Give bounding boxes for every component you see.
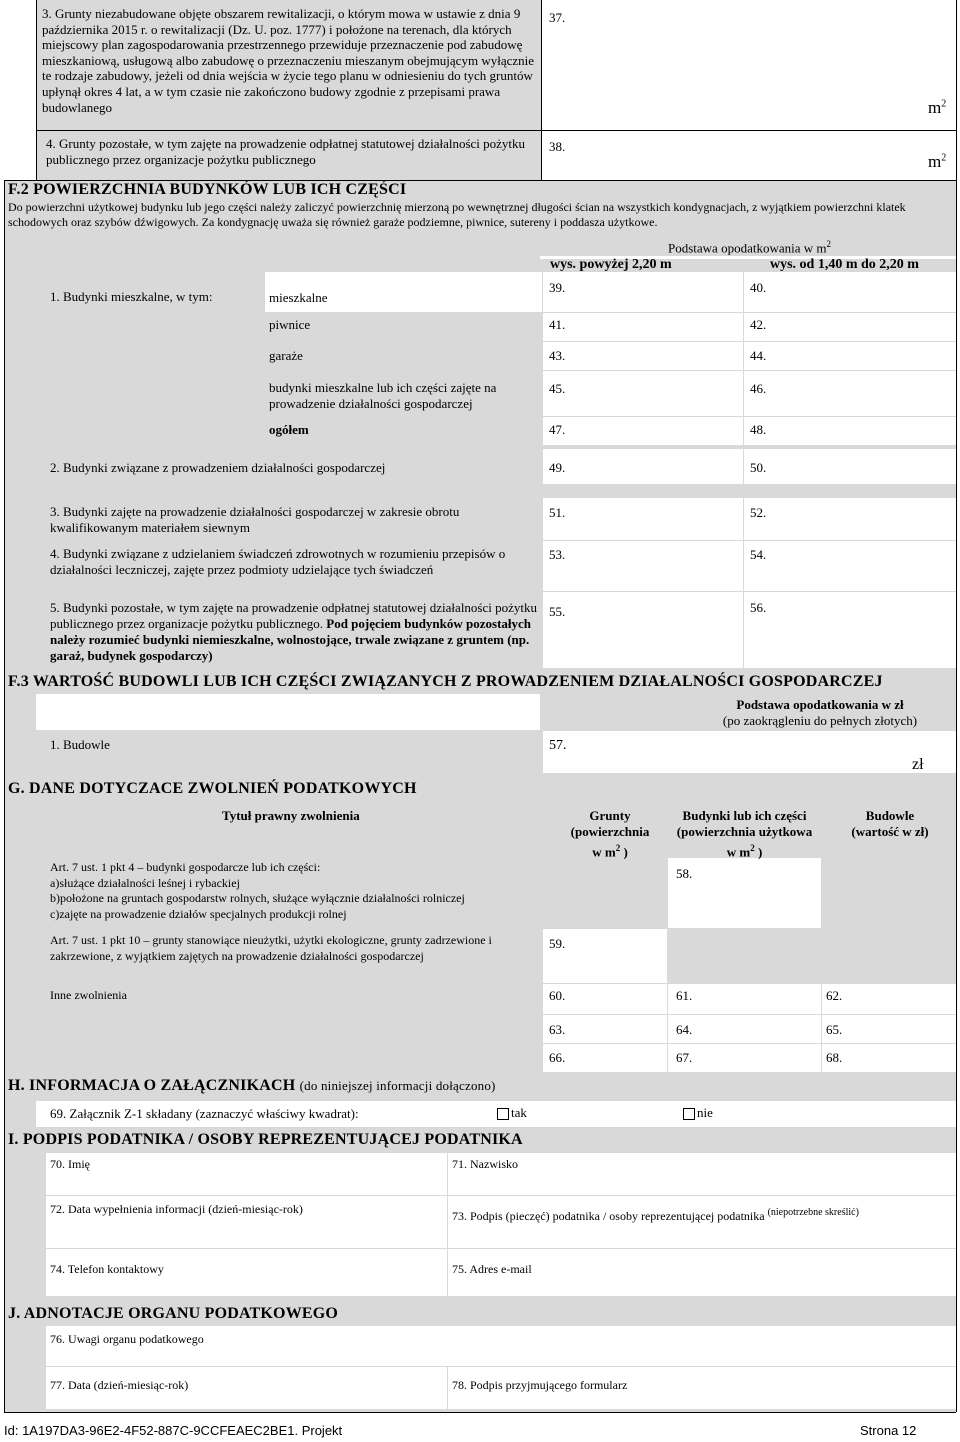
field-40[interactable]	[744, 272, 956, 312]
section-j-title: J. ADNOTACJE ORGANU PODATKOWEGO	[8, 1305, 339, 1322]
g-col-budowle: Budowle (wartość w zł)	[851, 808, 929, 839]
g-col-budynki: Budynki lub ich części (powierzchnia użytkowa w $m^2$ )	[676, 808, 813, 860]
unit-m2-38: $m^2$	[928, 152, 947, 171]
f2-item4: 4. Budynki związane z udzielaniem świadczeń zdrowotnych w rozumieniu przepisów o działalności leczniczej, zajęte przez podmioty udzielające tych świadczeń	[50, 546, 506, 577]
field-42[interactable]	[744, 313, 956, 341]
field-55[interactable]	[543, 592, 743, 668]
field-62-label: 62.	[826, 988, 843, 1003]
f2-note: Do powierzchni użytkowej budynku lub jego części należy zaliczyć powierzchnię mierzoną po wewnętrznej długości ścian na wszystkich kondygnacjach, z wyjątkiem powierzchni klatek schodowych oraz szybów dźwigowych. Za kondygnację uważa się również garaże podziemne, piwnice, sutereny i poddasza użytkowe.	[8, 200, 906, 229]
field-38-label: 38.	[549, 139, 566, 154]
row-dzialalnosc: budynki mieszkalne lub ich części zajęte na prowadzenie działalności gospodarczej	[269, 380, 497, 411]
field-39-label: 39.	[549, 280, 566, 295]
field-66-label: 66.	[549, 1050, 566, 1065]
field-50[interactable]	[744, 449, 956, 484]
field-56[interactable]	[744, 592, 956, 668]
field-39[interactable]	[543, 272, 743, 312]
field-53-label: 53.	[549, 547, 566, 562]
field-43-label: 43.	[549, 348, 566, 363]
field-37[interactable]	[543, 0, 956, 130]
field-65-label: 65.	[826, 1022, 843, 1037]
row-garaze: garaże	[269, 348, 303, 363]
field-45-label: 45.	[549, 381, 566, 396]
field-45[interactable]	[543, 371, 743, 416]
field-57-label: 57.	[549, 738, 567, 753]
g-art-7-pkt-10: Art. 7 ust. 1 pkt 10 – grunty stanowiące nieużytki, użytki ekologiczne, grunty zadrzewione i zakrzewione, z wyjątkiem zajętych na prowadzenie działalności gospodarczej	[50, 933, 492, 963]
field-67-label: 67.	[676, 1050, 693, 1065]
field-51[interactable]	[543, 498, 743, 540]
field-64-label: 64.	[676, 1022, 693, 1037]
f3-header-1: Podstawa opodatkowania w zł	[736, 697, 904, 712]
field-40-label: 40.	[750, 280, 767, 295]
row-mieszkalne: mieszkalne	[269, 290, 328, 305]
g-inne-zwolnienia: Inne zwolnienia	[50, 988, 127, 1002]
field-74-label: 74. Telefon kontaktowy	[50, 1262, 164, 1276]
f2-item5: 5. Budynki pozostałe, w tym zajęte na prowadzenie odpłatnej statutowej działalności pożytku publicznego przez organizacje pożytku publicznego. Pod pojęciem budynków pozostałych należy rozumieć budynki niemieszkalne, wolnostojące, trwale związane z gruntem (np. garaż, budynek gospodarczy)	[50, 600, 537, 663]
field-48-label: 48.	[750, 422, 767, 437]
unit-zl: zł	[912, 756, 924, 773]
f2-col-above-220: wys. powyżej 2,20 m	[550, 257, 672, 272]
field-42-label: 42.	[750, 317, 767, 332]
field-48[interactable]	[744, 417, 956, 445]
section-g-title: G. DANE DOTYCZACE ZWOLNIEŃ PODATKOWYCH	[8, 780, 417, 797]
field-43[interactable]	[543, 342, 743, 370]
field-70-label: 70. Imię	[50, 1157, 90, 1171]
section-f2-title: F.2 POWIERZCHNIA BUDYNKÓW LUB ICH CZĘŚCI	[8, 181, 407, 198]
checkbox-nie-label: nie	[697, 1105, 713, 1120]
field-49-label: 49.	[549, 460, 566, 475]
field-44[interactable]	[744, 342, 956, 370]
row-ogolem: ogółem	[269, 422, 309, 437]
field-54[interactable]	[744, 541, 956, 591]
grunty-pozostale-text: 4. Grunty pozostałe, w tym zajęte na prowadzenie odpłatnej statutowej działalności pożytku publicznego przez organizacje pożytku publicznego	[46, 136, 526, 167]
field-59-label: 59.	[549, 936, 566, 951]
field-55-label: 55.	[549, 604, 566, 619]
f2-item2: 2. Budynki związane z prowadzeniem działalności gospodarczej	[50, 460, 386, 475]
field-77-label: 77. Data (dzień-miesiąc-rok)	[50, 1378, 189, 1392]
field-78-label: 78. Podpis przyjmującego formularz	[452, 1378, 628, 1392]
field-51-label: 51.	[549, 505, 566, 520]
field-47-label: 47.	[549, 422, 566, 437]
page-number: Strona 12	[860, 1423, 917, 1438]
field-70[interactable]	[46, 1153, 447, 1195]
field-54-label: 54.	[750, 547, 767, 562]
f2-group-mieszkalne: 1. Budynki mieszkalne, w tym:	[50, 289, 213, 304]
f2-base-header: Podstawa opodatkowania w $m^2$	[667, 239, 831, 256]
field-72-label: 72. Data wypełnienia informacji (dzień-miesiąc-rok)	[50, 1202, 303, 1216]
field-60-label: 60.	[549, 988, 566, 1003]
field-71-label: 71. Nazwisko	[452, 1157, 518, 1171]
field-56-label: 56.	[750, 600, 767, 615]
checkbox-tak-label: tak	[511, 1105, 527, 1120]
f3-row-budowle: 1. Budowle	[50, 737, 110, 752]
field-57[interactable]	[543, 731, 956, 773]
field-53[interactable]	[543, 541, 743, 591]
checkbox-nie-box[interactable]	[683, 1108, 695, 1120]
field-41-label: 41.	[549, 317, 566, 332]
field-49[interactable]	[543, 449, 743, 484]
field-38[interactable]	[543, 131, 956, 180]
field-46-label: 46.	[750, 381, 767, 396]
field-73-label: 73. Podpis (pieczęć) podatnika / osoby reprezentującej podatnika $^{(niepotrzebne skreślić)}$	[452, 1207, 859, 1223]
h-item-69: 69. Załącznik Z-1 składany (zaznaczyć właściwy kwadrat):	[50, 1106, 359, 1121]
field-37-label: 37.	[549, 10, 566, 25]
field-41[interactable]	[543, 313, 743, 341]
section-f3-title: F.3 WARTOŚĆ BUDOWLI LUB ICH CZĘŚCI ZWIĄZANYCH Z PROWADZENIEM DZIAŁALNOŚCI GOSPODARCZEJ	[8, 673, 883, 690]
grunty-rewitalizacja-text: 3. Grunty niezabudowane objęte obszarem rewitalizacji, o którym mowa w ustawie z dnia 9 października 2015 r. o rewitalizacji (Dz. U. poz. 1777) i położone na terenach, dla których miejscowy plan zagospodarowania przestrzennego przewiduje przeznaczenie pod zabudowę mieszkaniową, usługową albo zabudowę o przeznaczeniu mieszanym obejmującym wyłącznie te rodzaje zabudowy, jeżeli od dnia wejścia w życie tego planu w odniesieniu do tych gruntów upłynął okres 4 lat, a w tym czasie nie zakończono budowy zgodnie z przepisami prawa budowlanego	[42, 6, 535, 115]
field-75-label: 75. Adres e-mail	[452, 1262, 532, 1276]
field-46[interactable]	[744, 371, 956, 416]
section-h-title: H. INFORMACJA O ZAŁĄCZNIKACH (do niniejszej informacji dołączono)	[8, 1077, 496, 1094]
field-50-label: 50.	[750, 460, 767, 475]
field-52[interactable]	[744, 498, 956, 540]
field-61-label: 61.	[676, 988, 693, 1003]
checkbox-nie[interactable]	[683, 1105, 713, 1121]
g-col-grunty: Grunty (powierzchnia w $m^2$ )	[570, 808, 650, 860]
f2-col-140-220: wys. od 1,40 m do 2,20 m	[770, 257, 919, 272]
section-i-title: I. PODPIS PODATNIKA / OSOBY REPREZENTUJĄCEJ PODATNIKA	[8, 1131, 523, 1148]
g-col-title: Tytuł prawny zwolnienia	[222, 808, 360, 823]
unit-m2-37: $m^2$	[928, 98, 947, 117]
checkbox-tak[interactable]	[497, 1105, 527, 1121]
field-68-label: 68.	[826, 1050, 843, 1065]
field-58-label: 58.	[676, 866, 693, 881]
field-71[interactable]	[448, 1153, 956, 1195]
g-art-7-pkt-4: Art. 7 ust. 1 pkt 4 – budynki gospodarcze lub ich części: a)służące działalności leśnej i rybackiej b)położone na gruntach gospodarstw rolnych, służące wyłącznie działalności rolniczej c)zajęte na prowadzenie działów specjalnych produkcji rolnej	[50, 860, 465, 921]
row-piwnice: piwnice	[269, 317, 311, 332]
field-52-label: 52.	[750, 505, 767, 520]
document-id: Id: 1A197DA3-96E2-4F52-887C-9CCFEAEC2BE1. Projekt	[4, 1423, 343, 1438]
field-76-label: 76. Uwagi organu podatkowego	[50, 1332, 204, 1346]
f2-item3: 3. Budynki zajęte na prowadzenie działalności gospodarczej w zakresie obrotu kwalifikowanym materiałem siewnym	[50, 504, 460, 535]
field-47[interactable]	[543, 417, 743, 445]
checkbox-tak-box[interactable]	[497, 1108, 509, 1120]
f3-header-2: (po zaokrągleniu do pełnych złotych)	[722, 713, 918, 728]
field-44-label: 44.	[750, 348, 767, 363]
field-63-label: 63.	[549, 1022, 566, 1037]
